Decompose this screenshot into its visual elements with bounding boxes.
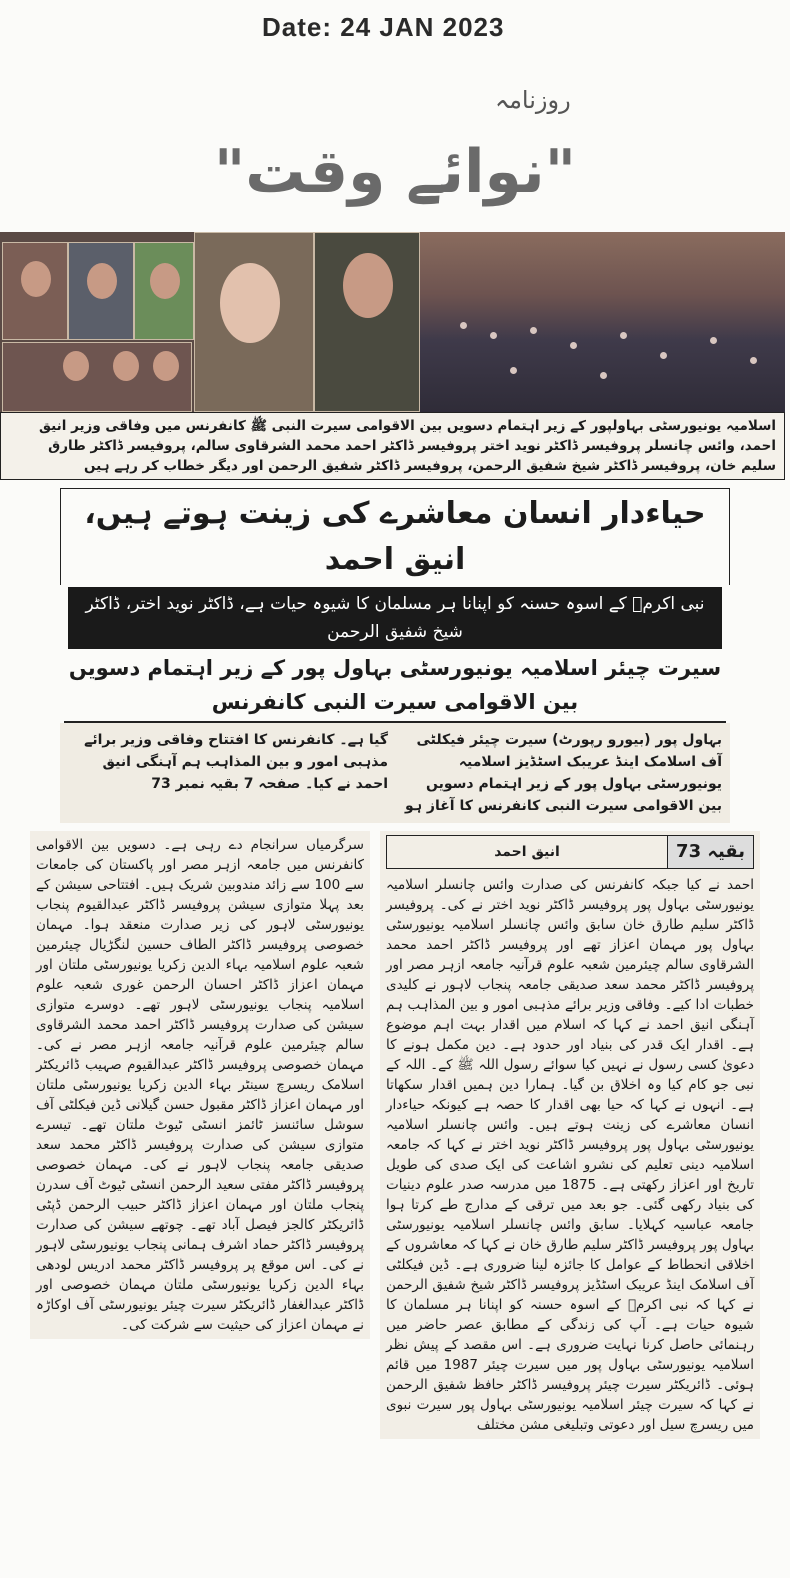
date-stamp: Date: 24 JAN 2023 [262, 12, 505, 42]
article-intro: بہاول پور (بیورو رپورٹ) سیرت چیئر فیکلٹی آف اسلامک اینڈ عریبک اسٹڈیز اسلامیہ یونیورسٹی بہاول پور کے زیر اہتمام دسویں بین الاقوامی سیرت النبی کانفرنس کا آغاز ہو گیا ہے۔ کانفرنس کا افتتاح وفاقی وزیر برائے مذہبی امور و بین المذاہب ہم آہنگی انیق احمد نے کیا۔ صفحہ 7 بقیہ نمبر 73 [60, 723, 730, 823]
subheadline: سیرت چیئر اسلامیہ یونیورسٹی بہاول پور کے زیر اہتمام دسویں بین الاقوامی سیرت النبی کانفرنس [64, 651, 726, 723]
article-columns [30, 831, 760, 1439]
continued-number-value: 73 [676, 841, 702, 862]
continued-number [667, 836, 753, 868]
page-flow [0, 412, 790, 1439]
article-column-right [380, 831, 760, 1439]
photo-caption: اسلامیہ یونیورسٹی بہاولپور کے زیر اہتمام دسویں بین الاقوامی سیرت النبی ﷺ کانفرنس میں وفاقی وزیر انیق احمد، وائس چانسلر پروفیسر ڈاکٹر نوید اختر پروفیسر ڈاکٹر احمد محمد الشرقاوی سالم، پروفیسر ڈاکٹر طارق سلیم خان، پروفیسر ڈاکٹر شیخ شفیق الرحمن، پروفیسر ڈاکٹر شفیق الرحمن اور دیگر خطاب کر رہے ہیں [0, 412, 785, 480]
article-column-left: سرگرمیاں سرانجام دے رہی ہے۔ دسویں بین الاقوامی کانفرنس میں جامعہ ازہر مصر اور پاکستان کی جامعات سے 100 سے زائد مندوبین شریک ہیں۔ افتتاحی سیشن کے بعد پہلا متوازی سیشن پروفیسر ڈاکٹر عبدالقیوم پنجاب یونیورسٹی لاہور کی زیر صدارت منعقد ہوا۔ مہمان خصوصی پروفیسر ڈاکٹر الطاف حسین لنگڑیال چیئرمین شعبہ علوم اسلامیہ بہاء الدین زکریا یونیورسٹی ملتان اور مہمان اعزاز ڈاکٹر احسان الرحمن غوری شعبہ علوم اسلامیہ پنجاب یونیورسٹی لاہور تھے۔ دوسرے متوازی سیشن کی صدارت پروفیسر ڈاکٹر احمد محمد الشرقاوی سالم چیئرمین علوم قرآنیہ جامعہ ازہر مصر نے کی۔ مہمان خصوصی پروفیسر ڈاکٹر عبدالقیوم صہیب ڈائریکٹر اسلامک ریسرچ سینٹر بہاء الدین زکریا یونیورسٹی ملتان اور مہمان اعزاز ڈاکٹر مقبول حسن گیلانی ڈین فیکلٹی آف سوشل سائنسز ٹائمز انسٹی ٹیوٹ ملتان تھے۔ تیسرے متوازی سیشن کی صدارت پروفیسر ڈاکٹر محمد سعد صدیقی جامعہ پنجاب لاہور نے کی۔ مہمان خصوصی پروفیسر ڈاکٹر مفتی سعید الرحمن انسٹی ٹیوٹ آف سدرن پنجاب ملتان اور مہمان اعزاز ڈاکٹر حبیب الرحمن ڈپٹی ڈائریکٹر کالجز فیصل آباد تھے۔ چوتھے سیشن کی صدارت پروفیسر ڈاکٹر حماد اشرف ہمانی پنجاب یونیورسٹی لاہور نے کی۔ اس موقع پر پروفیسر ڈاکٹر محمد ادریس لودھی بہاء الدین زکریا یونیورسٹی ملتان مہمان خصوصی اور ڈاکٹر عبدالغفار ڈائریکٹر سیرت چیئر یونیورسٹی آف اوکاڑہ نے مہمان اعزاز کی حیثیت سے شرکت کی۔ [30, 831, 370, 1339]
continued-label: بقیہ [707, 841, 745, 862]
continued-name: انیق احمد [494, 844, 560, 860]
news-article [60, 488, 730, 823]
masthead-label: روزنامہ [495, 86, 571, 114]
masthead-title: "نوائے وقت" [214, 137, 576, 207]
news-photo [0, 232, 785, 412]
headline: حیاءدار انسان معاشرے کی زینت ہوتے ہیں، انیق احمد [60, 488, 730, 585]
continued-box [386, 835, 754, 869]
right-column-text: احمد نے کیا جبکہ کانفرنس کی صدارت وائس چانسلر اسلامیہ یونیورسٹی بہاول پور پروفیسر ڈاکٹر نوید اختر نے کی۔ پروفیسر ڈاکٹر سلیم طارق خان سابق وائس چانسلر اسلامیہ یونیورسٹی بہاول پور مہمان اعزاز تھے اور پروفیسر ڈاکٹر احمد محمد الشرقاوی سالم چیئرمین شعبہ علوم قرآنیہ جامعہ ازہر مصر اور پروفیسر ڈاکٹر محمد سعد صدیقی جامعہ پنجاب لاہور نے کلیدی خطبات ادا کیے۔ وفاقی وزیر برائے مذہبی امور و بین المذاہب ہم آہنگی انیق احمد نے کہا کہ اسلام میں اقدار بہت اہم موضوع ہے۔ اقدار ایک قدر کی بنیاد اور حدود ہے۔ دین مکمل ہونے کا دعویٰ کسی رسول نے نہیں کیا سوائے رسول اللہ ﷺ کے۔ اللہ کے نبی جو کام کیا وہ اخلاق بن گیا۔ ہمارا دین ہمیں اقدار سکھاتا ہے۔ انہوں نے کہا کہ حیا بھی اقدار کا حصہ ہے کیونکہ حیاءدار انسان معاشرے کی زینت ہوتے ہیں۔ وائس چانسلر اسلامیہ یونیورسٹی بہاول پور پروفیسر ڈاکٹر نوید اختر نے کہا کہ جامعہ اسلامیہ دینی تعلیم کی نشرو اشاعت کی ایک صدی کی طویل تاریخ اور اعزاز رکھتی ہے۔ 1875 میں مدرسہ صدر علوم دینیات کی بنیاد رکھی گئی۔ جو بعد میں ترقی کے مدارج طے کرتا ہوا جامعہ عباسیہ کہلایا۔ سابق وائس چانسلر اسلامیہ یونیورسٹی بہاول پور پروفیسر ڈاکٹر سلیم طارق خان نے کہا کہ معاشروں کے اخلاقی انحطاط کے عوامل کا جائزہ لینا ضروری ہے۔ ڈین فیکلٹی آف اسلامک اینڈ عریبک اسٹڈیز پروفیسر ڈاکٹر شیخ شفیق الرحمن نے کہا کہ نبی اکرمؐ کے اسوہ حسنہ کو اپنانا ہر مسلمان کا شیوہ حیات ہے۔ آپ کی زندگی کے مطابق عصر حاضر میں رہنمائی حاصل کرنا نہایت ضروری ہے۔ اس مقصد کے پیش نظر اسلامیہ یونیورسٹی بہاول پور میں سیرت چیئر 1987 میں قائم ہوئی۔ ڈائریکٹر سیرت چیئر پروفیسر ڈاکٹر حافظ شفیق الرحمن نے کہا کہ سیرت چیئر اسلامیہ یونیورسٹی بہاول پور سیرت نبوی میں ریسرچ سیل اور دعوتی وتبلیغی مشن مختلف [386, 877, 755, 1433]
highlight-bar: نبی اکرمؐ کے اسوہ حسنہ کو اپنانا ہر مسلمان کا شیوہ حیات ہے، ڈاکٹر نوید اختر، ڈاکٹر شیخ شفیق الرحمن [68, 587, 722, 649]
